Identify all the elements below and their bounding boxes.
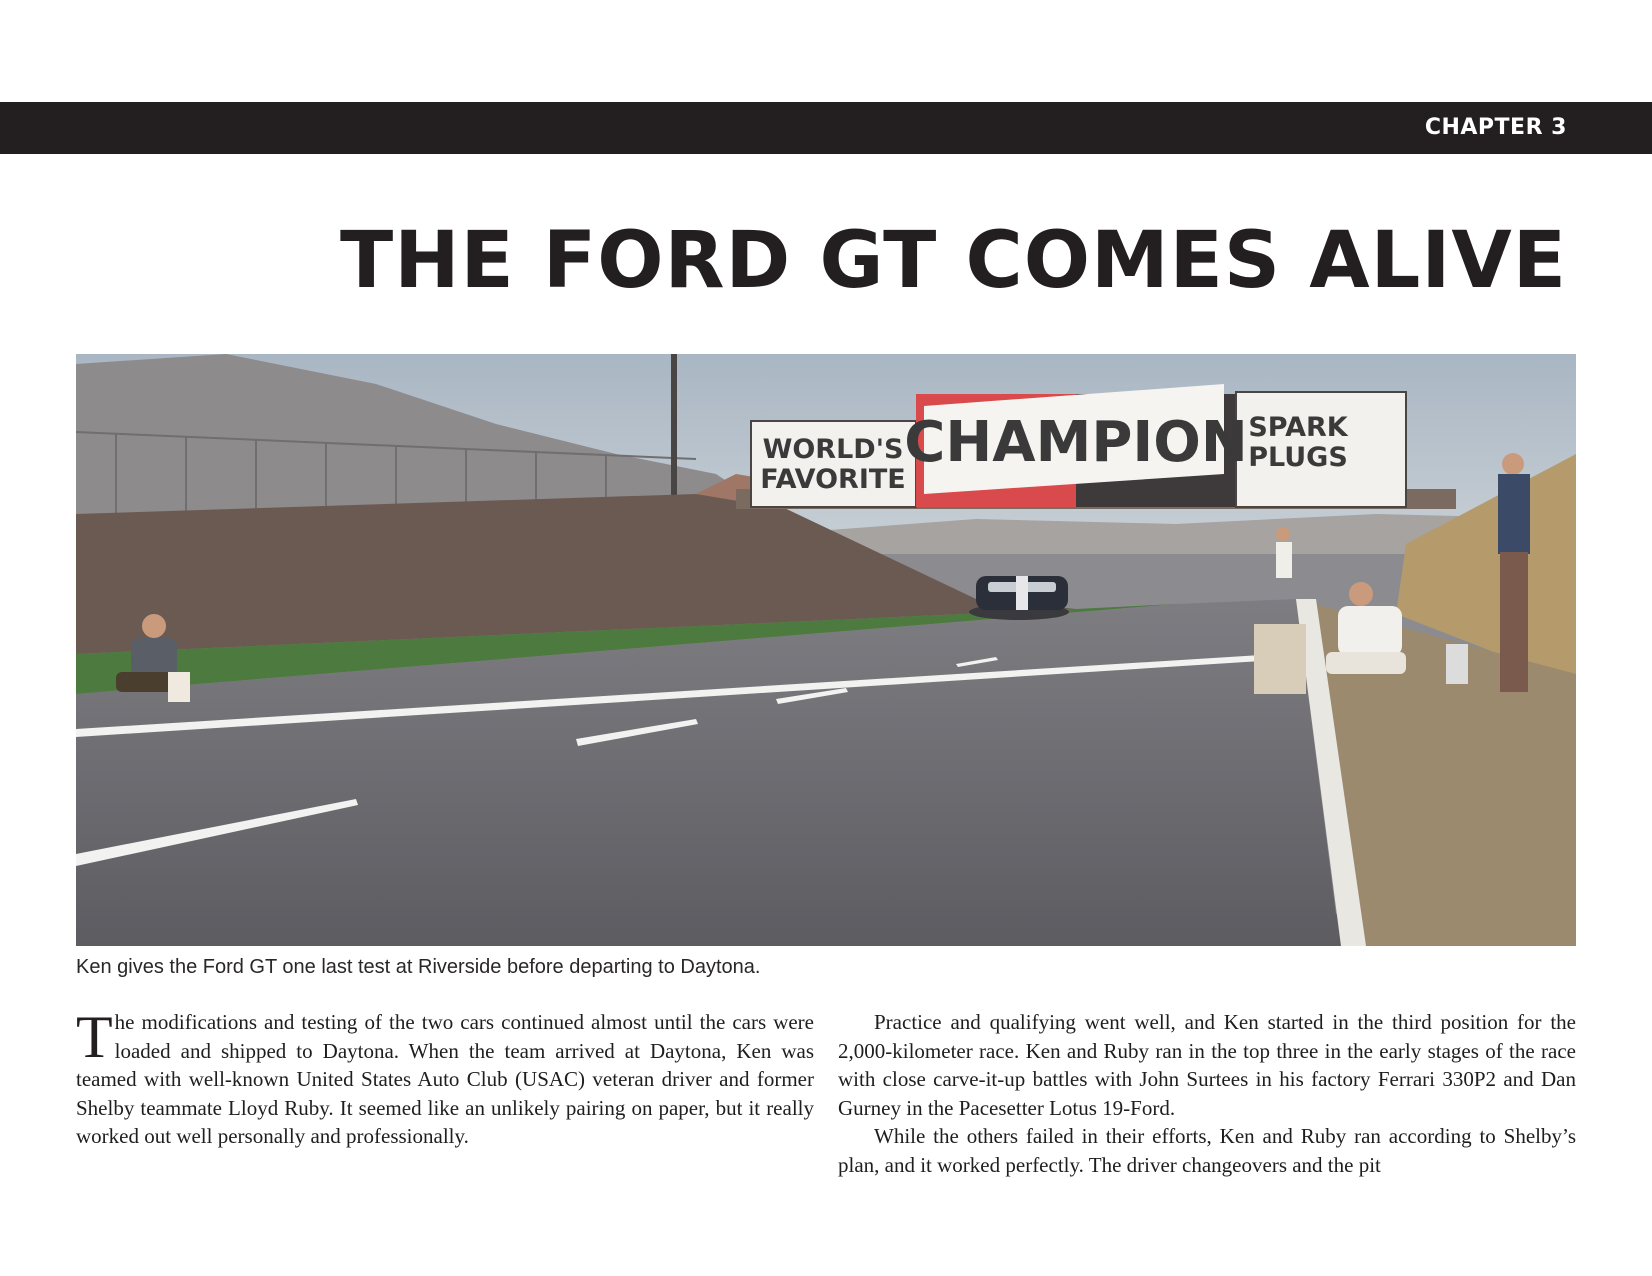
paragraph-text: he modifications and testing of the two cars continued almost until the cars were loaded and shipped to Daytona. When the team arrived at Daytona, Ken was teamed with well-known United States Auto Club (USAC) veteran driver and former Shelby teammate Lloyd Ruby. It seemed like an unlikely pairing on paper, but it really worked out well personally and professionally. (76, 1010, 814, 1148)
race-photo (76, 354, 1576, 946)
banner-left-line2: FAVORITE (760, 464, 906, 495)
riverside-track-illustration (76, 354, 1576, 946)
chapter-header-bar (0, 102, 1652, 154)
drop-cap: T (76, 1004, 113, 1070)
banner-right-line1: SPARK (1248, 412, 1348, 443)
chapter-title: THE FORD GT COMES ALIVE (339, 216, 1567, 306)
chapter-label: CHAPTER 3 (1424, 115, 1567, 140)
body-column-left (76, 1004, 814, 1151)
photo-caption: Ken gives the Ford GT one last test at Riverside before departing to Daytona. (76, 956, 761, 978)
banner-right-line2: PLUGS (1248, 442, 1348, 473)
banner-center: CHAMPION (904, 410, 1248, 475)
body-paragraph (76, 1004, 814, 1151)
ford-gt-car (969, 576, 1069, 620)
banner-left-line1: WORLD'S (762, 434, 904, 465)
body-paragraph: While the others failed in their efforts, Ken and Ruby ran according to Shelby’s plan, and it worked perfectly. The driver changeovers and the pit (838, 1124, 1576, 1177)
body-paragraph: Practice and qualifying went well, and Ken started in the third position for the 2,000-kilometer race. Ken and Ruby ran in the top three in the early stages of the race with close carve-it-up battles with John Surtees in his factory Ferrari 330P2 and Dan Gurney in the Pacesetter Lotus 19-Ford. (838, 1010, 1576, 1120)
body-column-right (838, 1008, 1576, 1179)
